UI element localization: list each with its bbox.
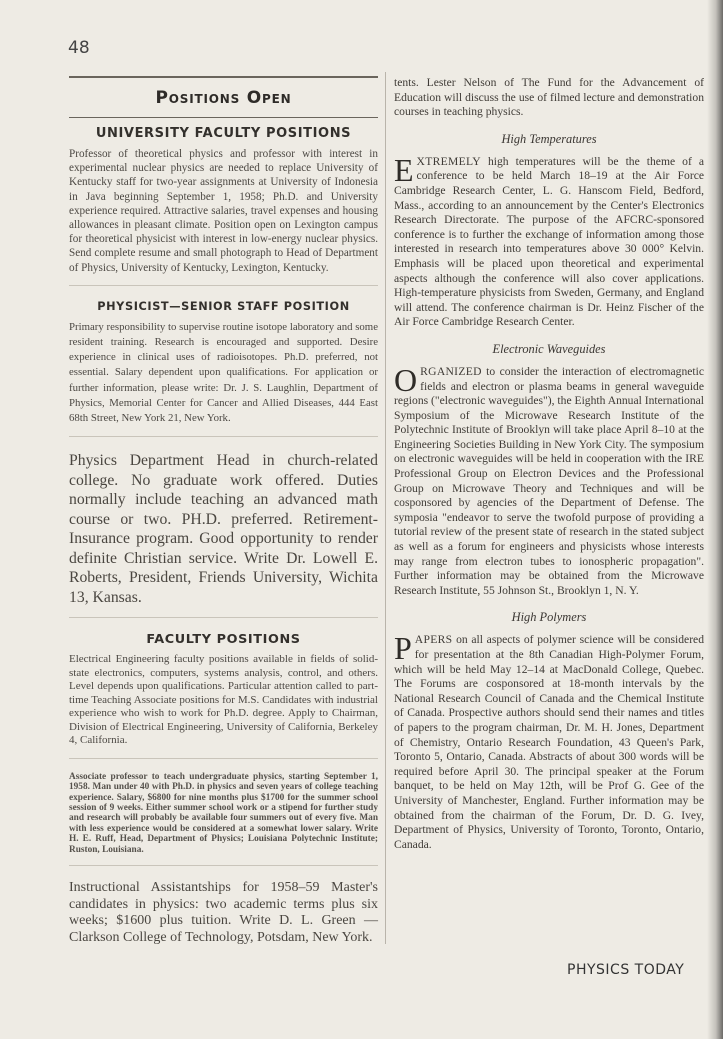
ad-instructional-assistantships [69, 880, 378, 946]
news-column [394, 76, 704, 852]
ad-associate-professor [69, 772, 378, 855]
positions-open-title [69, 88, 378, 108]
top-rule [69, 76, 378, 78]
ad-physicist-senior-staff [69, 300, 378, 426]
page-number: 48 [68, 38, 90, 58]
title-rule [69, 117, 378, 118]
ad1-heading: UNIVERSITY FACULTY POSITIONS [95, 126, 352, 141]
binding-shadow [707, 0, 723, 1039]
ad-separator [69, 436, 378, 437]
article-high-temperatures [394, 132, 704, 330]
ad3-body: Physics Department Head in church-related college. No graduate work offered. Duties normally include teaching an advanced math course or two. PH.D. preferred. Retirement-Insurance program. Good opportunity to render definite Christian service. Write Dr. Lowell E. Roberts, President, Friends University, Wichita 13, Kansas. [69, 452, 378, 606]
ad-separator [69, 758, 378, 759]
dropcap-o: O [394, 361, 418, 398]
journal-footer: PHYSICS TODAY [567, 962, 685, 978]
ad2-heading: PHYSICIST—SENIOR STAFF POSITION [97, 299, 350, 313]
ad6-body: Instructional Assistantships for 1958–59 Master's candidates in physics: two academic terms plus six weeks; $1600 plus tuition. Write D. L. Green —Clarkson College of Technology, Potsdam, New York. [69, 880, 378, 945]
positions-title-label: Positions Open [155, 88, 292, 108]
ad-separator [69, 617, 378, 618]
article-text: to consider the interaction of electromagnetic fields and electron or plasma beams in general waveguide regions ("electronic waveguides"), the Eighth Annual International Symposium of the Microwave Research Institute of the Polytechnic Institute of Brooklyn will take place April 8–10 at the Engineering Societies Building in New York City. The symposium on electronic waveguides will be held in cooperation with the IRE Professional Group on Electron Devices and the Professional Group on Microwave Theory and Techniques and will be cosponsored by agencies of the Department of Defense. The symposia "endeavor to serve the twofold purpose of providing a tutorial review of the present state of research in the stated subject as well as a forum for engineers and physicists whose interests may range from electron tubes to ionospheric propagation". Further information may be obtained from the Microwave Research Institute, 55 Johnson St., Brooklyn 1, N. Y. [394, 364, 704, 597]
electronic-waveguides-body [394, 361, 704, 599]
ad-separator [69, 285, 378, 286]
electronic-waveguides-heading: Electronic Waveguides [492, 341, 606, 356]
article-text: on all aspects of polymer science will be considered for presentation at the 8th Canadian High-Polymer Forum, which will be held May 12–14 at MacDonald College, Quebec. The Forums are cosponsored at 18-month intervals by the National Research Council of Canada and the Chemical Institute of Canada. Prospective authors should send their names and titles of papers to the program chairman, Dr. M. H. Jones, Department of Chemistry, Ontario Research Foundation, 43 Queen's Park, Toronto 5, Ontario, Canada. Abstracts of about 300 words will be required before April 30. The principal speaker at the Forum banquet, to be held on May 12th, will be Prof G. Gee of the University of Manchester, England. Further information may be obtained from the chairman of the Forum, Dr. D. G. Ivey, Department of Physics, University of Toronto, Toronto, Ontario, Canada. [394, 633, 704, 851]
article-text: high temperatures will be the theme of a conference to be held March 18–19 at the Air Force Cambridge Research Center, L. G. Hanscom Field, Bedford, Mass., according to an announcement by the Center's Electronics Research Directorate. The purpose of the AFCRC-sponsored conference is to further the exchange of information among those interested in research into temperatures above 30 000° Kelvin. Emphasis will be placed upon theoretical and experimental aspects although the conference will also cover applications. High-temperature physicists from Sweden, Germany, and England will attend. The conference chairman is Dr. Heinz Fischer of the Air Force Cambridge Research Center. [394, 154, 704, 329]
high-polymers-heading: High Polymers [511, 610, 587, 625]
high-temperatures-body [394, 151, 704, 330]
high-temperatures-heading: High Temperatures [501, 131, 597, 146]
ad-faculty-positions [69, 632, 378, 748]
ad4-heading: FACULTY POSITIONS [146, 632, 301, 648]
lead-word: APERS [414, 633, 453, 647]
continuation-text: tents. Lester Nelson of The Fund for the Advancement of Education will discuss the use of filmed lecture and demonstration courses in teaching physics. [394, 76, 704, 119]
lead-word: RGANIZED [420, 364, 482, 378]
positions-open-column [69, 76, 378, 946]
ad1-body: Professor of theoretical physics and professor with interest in experimental nuclear physics are needed to replace University of Kentucky staff for two-year assignments at University of Indonesia in Java beginning September 1, 1958; Ph.D. and University experience required. Attractive salaries, travel expenses and housing allowances in pleasant climate. Position open on Lexington campus for theoretical physicist with interest in low-energy nuclear physics. Send complete resume and small photograph to Head of Department of Physics, University of Kentucky, Lexington, Kentucky. [69, 148, 378, 274]
ad-university-faculty [69, 126, 378, 275]
dropcap-e: E [394, 151, 414, 188]
positions-title-text [156, 88, 292, 108]
dropcap-p: P [394, 630, 412, 667]
ad5-body: Associate professor to teach undergraduate physics, starting September 1, 1958. Man under 40 with Ph.D. in physics and seven years of college teaching experience. Salary, $6800 for nine months plus $1700 for the summer school session of 9 weeks. Either summer school work or a stipend for further study and research will probably be available four summers out of every five. Man with less experience would be considered at a somewhat lower salary. Write H. E. Ruff, Head, Department of Physics; Louisiana Polytechnic Institute; Ruston, Louisiana. [69, 771, 378, 855]
column-divider [385, 72, 386, 944]
high-polymers-body [394, 630, 704, 852]
article-high-polymers [394, 610, 704, 852]
ad-separator [69, 865, 378, 866]
article-electronic-waveguides [394, 342, 704, 599]
ad-department-head [69, 451, 378, 607]
ad4-body: Electrical Engineering faculty positions available in fields of solid-state electronics, computers, systems analysis, control, and others. Level depends upon qualifications. Particular attention called to part-time Teaching Associate positions for M.S. Candidates with industrial experience who wish to work for Ph.D. degree. Apply to Chairman, Division of Electrical Engineering, University of California, Berkeley 4, California. [69, 653, 378, 747]
ad2-body: Primary responsibility to supervise routine isotope laboratory and some resident training. Research is encouraged and supported. Desire experience in clinical uses of radioisotopes. Ph.D. preferred, not essential. Salary dependent upon qualifications. For application or further information, please write: Dr. J. S. Laughlin, Department of Physics, Memorial Center for Cancer and Allied Diseases, 444 East 68th Street, New York 21, New York. [69, 320, 378, 425]
lead-word: XTREMELY [416, 154, 481, 168]
